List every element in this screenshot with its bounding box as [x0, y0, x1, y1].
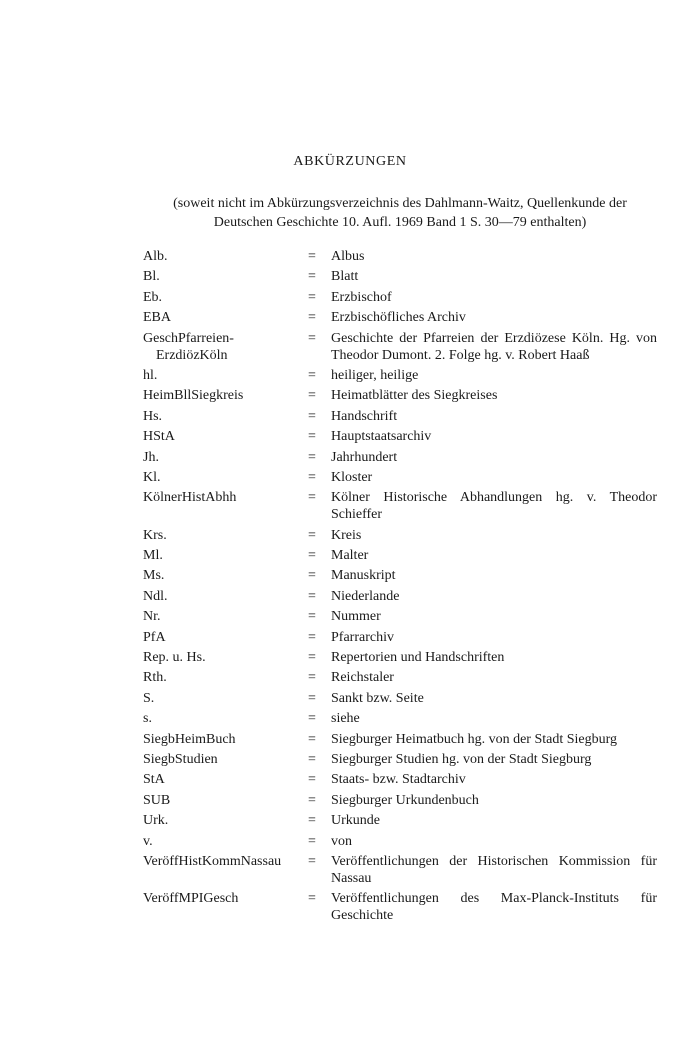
abbreviation-term-line: VeröffMPIGesch [143, 891, 239, 907]
abbreviation-term-line: Ml. [143, 548, 163, 564]
equals-sign: = [308, 670, 316, 686]
abbreviation-row [143, 489, 657, 523]
abbreviation-definition: Erzbischöfliches Archiv [331, 310, 466, 326]
abbreviation-definition: heiliger, heilige [331, 367, 419, 383]
abbreviation-term [143, 449, 303, 466]
abbreviation-term-line: hl. [143, 367, 158, 383]
abbreviation-list [143, 248, 657, 928]
abbreviation-definition: Kloster [331, 469, 373, 485]
abbreviation-row [143, 408, 657, 425]
abbreviation-row [143, 649, 657, 666]
abbreviation-term [143, 771, 303, 788]
abbreviation-row [143, 268, 657, 285]
abbreviation-term-line: s. [143, 711, 152, 727]
equals-sign: = [308, 527, 316, 543]
page-title: ABKÜRZUNGEN [293, 154, 407, 169]
equals-sign: = [308, 469, 316, 485]
abbreviation-term [143, 710, 303, 727]
abbreviation-row [143, 248, 657, 265]
equals-sign: = [308, 629, 316, 645]
abbreviation-term-line: PfA [143, 629, 166, 645]
abbreviation-term [143, 428, 303, 445]
abbreviation-row [143, 387, 657, 404]
abbreviation-term [143, 408, 303, 425]
abbreviation-term [143, 527, 303, 544]
abbreviation-definition: Veröffentlichungen der Historischen Kommission für Nassau [331, 853, 657, 886]
abbreviation-definition: Blatt [331, 269, 359, 285]
abbreviation-term [143, 248, 303, 265]
equals-sign: = [308, 731, 316, 747]
abbreviation-row [143, 629, 657, 646]
abbreviation-definition: Malter [331, 548, 369, 564]
abbreviation-term [143, 567, 303, 584]
abbreviation-term-line: Bl. [143, 269, 160, 285]
equals-sign: = [308, 588, 316, 604]
abbreviation-term [143, 812, 303, 829]
abbreviation-term [143, 792, 303, 809]
abbreviation-term [143, 289, 303, 306]
equals-sign: = [308, 813, 316, 829]
equals-sign: = [308, 751, 316, 767]
abbreviation-definition: Niederlande [331, 588, 400, 604]
abbreviation-definition: Veröffentlichungen des Max-Planck-Instituts für Geschichte [331, 891, 657, 924]
abbreviation-term-line: Ms. [143, 568, 165, 584]
equals-sign: = [308, 490, 316, 506]
abbreviation-term-line: EBA [143, 310, 171, 326]
abbreviation-term-line: VeröffHistKommNassau [143, 853, 282, 869]
abbreviation-row [143, 690, 657, 707]
equals-sign: = [308, 609, 316, 625]
abbreviation-definition: Kölner Historische Abhandlungen hg. v. Theodor Schieffer [331, 490, 657, 523]
abbreviation-term [143, 853, 303, 870]
equals-sign: = [308, 249, 316, 264]
abbreviation-term [143, 309, 303, 326]
abbreviation-definition: von [331, 833, 352, 849]
abbreviation-term [143, 489, 303, 506]
abbreviation-row [143, 547, 657, 564]
equals-sign: = [308, 690, 316, 706]
abbreviation-row [143, 469, 657, 486]
abbreviation-row [143, 792, 657, 809]
abbreviation-definition: Staats- bzw. Stadtarchiv [331, 772, 466, 788]
abbreviation-term [143, 890, 303, 907]
abbreviation-definition: Sankt bzw. Seite [331, 690, 424, 706]
abbreviation-definition: siehe [331, 711, 360, 727]
abbreviation-term [143, 367, 303, 384]
abbreviation-term [143, 588, 303, 605]
abbreviation-definition: Repertorien und Handschriften [331, 650, 505, 666]
abbreviation-row [143, 771, 657, 788]
abbreviation-term [143, 268, 303, 285]
abbreviation-definition: Urkunde [331, 813, 380, 829]
equals-sign: = [308, 792, 316, 808]
abbreviation-definition: Handschrift [331, 408, 398, 424]
abbreviation-term [143, 690, 303, 707]
abbreviation-term [143, 751, 303, 768]
abbreviation-row [143, 812, 657, 829]
abbreviation-term-line: SiegbStudien [143, 751, 218, 767]
equals-sign: = [308, 891, 316, 907]
abbreviation-definition: Siegburger Urkundenbuch [331, 792, 479, 808]
equals-sign: = [308, 310, 316, 326]
abbreviation-row [143, 330, 657, 364]
abbreviation-term-line: Urk. [143, 813, 169, 829]
equals-sign: = [308, 833, 316, 849]
abbreviation-term-line: Jh. [143, 449, 159, 465]
abbreviation-definition: Nummer [331, 609, 381, 625]
abbreviation-term [143, 608, 303, 625]
abbreviation-term [143, 669, 303, 686]
abbreviation-definition: Jahrhundert [331, 449, 398, 465]
intro-note: (soweit nicht im Abkürzungsverzeichnis des Dahlmann-Waitz, Quellenkunde der Deutschen Geschichte 10. Aufl. 1969 Band 1 S. 30—79 enthalten) [173, 196, 627, 230]
abbreviation-term-line: Rep. u. Hs. [143, 650, 206, 666]
abbreviation-row [143, 710, 657, 727]
abbreviation-definition: Hauptstaatsarchiv [331, 429, 432, 445]
abbreviation-term [143, 547, 303, 564]
abbreviation-term-line: KölnerHistAbhh [143, 490, 237, 506]
abbreviation-term-line: ErzdiözKöln [156, 347, 228, 363]
abbreviation-row [143, 833, 657, 850]
equals-sign: = [308, 429, 316, 445]
abbreviation-definition: Siegburger Studien hg. von der Stadt Siegburg [331, 751, 592, 767]
abbreviation-definition: Siegburger Heimatbuch hg. von der Stadt Siegburg [331, 731, 618, 747]
abbreviation-term-line: StA [143, 772, 165, 788]
abbreviation-row [143, 527, 657, 544]
abbreviation-row [143, 751, 657, 768]
abbreviation-term [143, 649, 303, 666]
abbreviation-term-line: Kl. [143, 469, 161, 485]
abbreviation-term-line: Krs. [143, 527, 167, 543]
abbreviation-term-line: GeschPfarreien- [143, 330, 234, 346]
abbreviation-term [143, 731, 303, 748]
abbreviation-row [143, 608, 657, 625]
equals-sign: = [308, 269, 316, 285]
equals-sign: = [308, 650, 316, 666]
equals-sign: = [308, 367, 316, 383]
abbreviation-term [143, 833, 303, 850]
equals-sign: = [308, 289, 316, 305]
abbreviation-term-line: Alb. [143, 249, 168, 264]
abbreviation-definition: Manuskript [331, 568, 396, 584]
abbreviation-definition: Geschichte der Pfarreien der Erzdiözese Köln. Hg. von Theodor Dumont. 2. Folge hg. v. Robert Haaß [331, 330, 657, 363]
equals-sign: = [308, 449, 316, 465]
equals-sign: = [308, 408, 316, 424]
abbreviation-term-line: SiegbHeimBuch [143, 731, 236, 747]
equals-sign: = [308, 853, 316, 869]
abbreviation-definition: Reichstaler [331, 670, 394, 686]
abbreviation-term [143, 469, 303, 486]
equals-sign: = [308, 772, 316, 788]
equals-sign: = [308, 548, 316, 564]
abbreviation-row [143, 731, 657, 748]
abbreviation-definition: Albus [331, 249, 365, 264]
equals-sign: = [308, 711, 316, 727]
abbreviation-row [143, 289, 657, 306]
equals-sign: = [308, 568, 316, 584]
abbreviation-term-line: HeimBllSiegkreis [143, 388, 244, 404]
abbreviation-definition: Pfarrarchiv [331, 629, 394, 645]
abbreviation-term-line: S. [143, 690, 155, 706]
abbreviation-row [143, 567, 657, 584]
equals-sign: = [308, 388, 316, 404]
abbreviation-row [143, 853, 657, 887]
abbreviation-definition: Heimatblätter des Siegkreises [331, 388, 498, 404]
abbreviation-row [143, 309, 657, 326]
abbreviation-term-line: Nr. [143, 609, 161, 625]
equals-sign: = [308, 330, 316, 346]
abbreviation-term [143, 629, 303, 646]
abbreviation-term-line: Ndl. [143, 588, 168, 604]
abbreviation-row [143, 428, 657, 445]
abbreviation-term [143, 330, 303, 364]
abbreviation-definition: Kreis [331, 527, 362, 543]
abbreviation-row [143, 367, 657, 384]
abbreviation-term-line: HStA [143, 429, 175, 445]
abbreviation-term-line: Eb. [143, 289, 163, 305]
abbreviation-row [143, 890, 657, 924]
abbreviation-row [143, 449, 657, 466]
abbreviation-term-line: SUB [143, 792, 171, 808]
abbreviation-term-line: v. [143, 833, 153, 849]
abbreviation-term-line: Hs. [143, 408, 163, 424]
abbreviation-definition: Erzbischof [331, 289, 392, 305]
abbreviation-row [143, 588, 657, 605]
abbreviation-term-line: Rth. [143, 670, 167, 686]
abbreviation-term [143, 387, 303, 404]
abbreviation-row [143, 669, 657, 686]
